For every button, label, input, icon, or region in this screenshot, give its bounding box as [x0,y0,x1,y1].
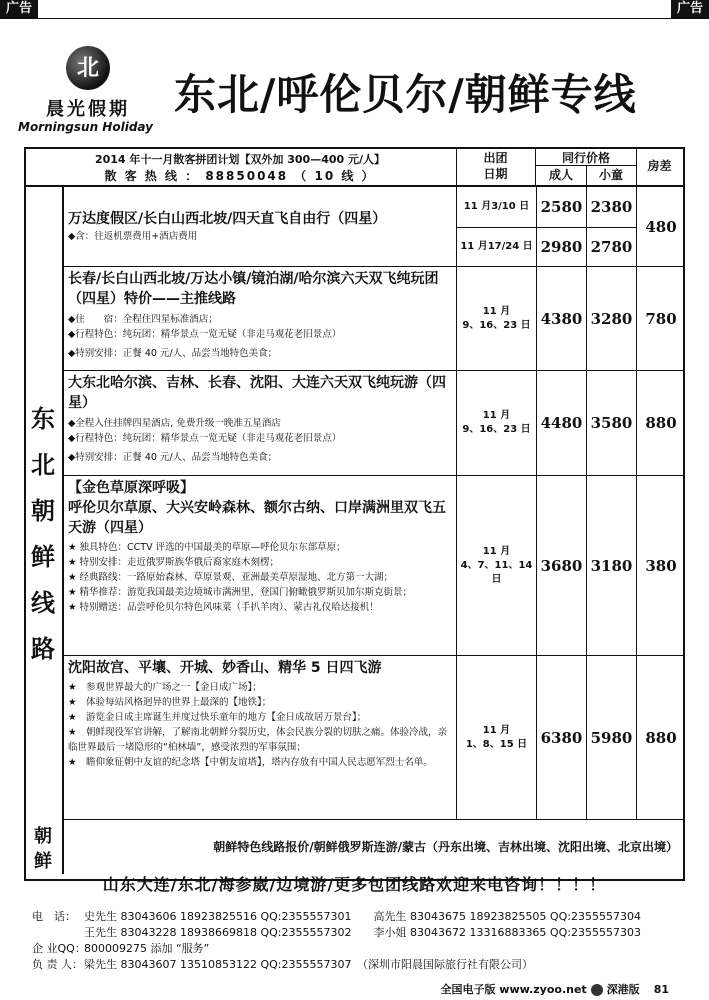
route-room-diff: 880 [636,371,685,475]
table-row [64,476,685,656]
route-date: 11 月 1、8、15 日 [456,656,536,819]
table-row [64,371,685,476]
header-price [536,147,637,185]
route-detail: ★ 游览金日成主席诞生并度过快乐童年的地方【金日成故居万景台】； [68,712,367,723]
ad-tag-right: 广告 [671,0,709,18]
side-label [24,187,64,820]
side-char: 北 [31,450,55,479]
header-adult: 成人 [536,166,587,185]
route-room-diff: 780 [636,267,685,370]
route-detail: ★ 独具特色：CCTV 评选的中国最美的草原—呼伦贝尔东部草原； [68,542,346,553]
logo-english-name: Morningsun Holiday [18,120,153,134]
route-title: 沈阳故宫、平壤、开城、妙香山、精华 5 日四飞游 [68,660,382,676]
logo-mark-icon: 北 [66,46,110,90]
route-date: 11 月 9、16、23 日 [456,267,536,370]
route-detail: ◆全程入住挂牌四星酒店, 免费升级一晚准五星酒店 [68,418,281,429]
route-date: 11 月 9、16、23 日 [456,371,536,475]
route-title: 大东北哈尔滨、吉林、长春、沈阳、大连六天双飞纯玩游（四星） [68,375,446,411]
page-footer [440,981,669,997]
side-char: 线 [31,588,55,617]
route-detail: ★ 朝鲜现役军官讲解，了解南北朝鲜分裂历史，体会民族分裂的切肤之痛。体验冷战，亲临世界最后一堵隐形的“柏林墙”，感受浓烈的军事氛围； [68,727,448,753]
route-detail: ★ 经典路线：一路原始森林、草原景观、亚洲最美草原湿地、北方第一大湖； [68,572,394,583]
route-detail: ◆特别安排：正餐 40 元/人、品尝当地特色美食； [68,452,278,463]
contact-qq: 企 业QQ：800009275 添加 “服务” [32,942,210,955]
footer-site: 全国电子版 www.zyoo.net [440,983,587,996]
promo-banner: 山东大连/东北/海参崴/边境游/更多包团线路欢迎来电咨询！！！！ [102,875,607,894]
contact-phone: 王先生 83043228 18938669818 QQ:2355557302 李小姐 83043672 13316883365 QQ:2355557303 [84,926,641,939]
route-adult-price: 2980 [536,227,586,267]
route-detail: ◆行程特色：纯玩团：精华景点一览无疑（非走马观花老旧景点） [68,329,342,340]
header-hotline: 散 客 热 线 ： 88850048 （ 10 线 ） [104,169,376,183]
route-room-diff: 380 [636,476,685,655]
route-adult-price: 2580 [536,187,586,227]
route-child-price: 3580 [586,371,636,475]
footer-edition: 深港版 [606,983,640,996]
contact-phone: 电 话： 史先生 83043606 18923825516 QQ:2355557301 高先生 83043675 18923825505 QQ:2355557304 [32,910,641,923]
route-title: 万达度假区/长白山西北坡/四天直飞自由行（四星） [68,211,387,227]
route-room-diff: 480 [636,187,685,266]
route-detail: ★ 体验每站风格迥异的世界上最深的【地铁】； [68,697,272,708]
header-date: 出团 日期 [456,147,536,185]
korea-side-label [24,820,64,874]
route-detail: ◆住 宿：全程住四星标准酒店； [68,314,218,325]
table-row [64,267,685,371]
route-date: 11 月 4、7、11、14 日 [456,476,536,655]
side-char: 朝 [34,826,52,847]
route-title: 长春/长白山西北坡/万达小镇/镜泊湖/哈尔滨六天双飞纯玩团（四星）特价——主推线路 [68,271,439,307]
route-date: 11 月17/24 日 [456,227,536,267]
side-char: 朝 [31,496,55,525]
header-price-label: 同行价格 [536,149,636,166]
route-detail: ★ 精华推荐：游览我国最美边境城市满洲里，登国门俯瞰俄罗斯贝加尔斯克街景； [68,587,413,598]
route-adult-price: 4480 [536,371,586,475]
route-detail: ★ 特别安排：走近俄罗斯族华俄后裔家庭木刻楞； [68,557,280,568]
route-child-price: 3280 [586,267,636,370]
route-detail: ◆含：往返机票费用+酒店费用 [68,231,198,242]
page-title: 东北/呼伦贝尔/朝鲜专线 [174,70,637,119]
route-child-price: 5980 [586,656,636,819]
route-child-price: 3180 [586,476,636,655]
page-number: 81 [653,983,669,996]
side-char: 路 [31,634,55,663]
side-char: 鲜 [31,542,55,571]
table-header [24,147,685,187]
route-detail: ★ 特别赠送：品尝呼伦贝尔特色风味菜（手扒羊肉）、蒙古礼仪哈达接机！ [68,602,379,613]
edition-badge-icon [591,984,603,996]
route-title: 【金色草原深呼吸】 呼伦贝尔草原、大兴安岭森林、额尔古纳、口岸满洲里双飞五天游（四星） [68,480,446,536]
ad-tag-left: 广告 [0,0,38,18]
route-adult-price: 3680 [536,476,586,655]
route-child-price: 2780 [586,227,636,267]
table-row [64,187,685,267]
table-row [64,656,685,820]
header-info [24,147,457,185]
route-adult-price: 6380 [536,656,586,819]
route-child-price: 2380 [586,187,636,227]
company-logo [14,40,174,140]
route-detail: ★ 参观世界最大的广场之一【金日成广场】； [68,682,262,693]
route-detail: ◆行程特色：纯玩团：精华景点一览无疑（非走马观花老旧景点） [68,433,342,444]
side-char: 鲜 [34,851,52,872]
side-char: 东 [31,404,55,433]
top-rule [0,18,709,19]
header-room: 房差 [647,159,672,173]
route-detail: ◆特别安排：正餐 40 元/人、品尝当地特色美食； [68,348,278,359]
route-detail: ★ 瞻仰象征朝中友谊的纪念塔【中朝友谊塔】，塔内存放有中国人民志愿军烈士名单。 [68,757,433,768]
header-plan: 2014 年十一月散客拼团计划【双外加 300—400 元/人】 [94,153,386,166]
korea-routes: 朝鲜特色线路报价/朝鲜俄罗斯连游/蒙古（丹东出境、吉林出境、沈阳出境、北京出境） [213,840,678,854]
logo-chinese-name: 晨光假期 [46,99,130,120]
route-adult-price: 4380 [536,267,586,370]
contact-head: 负 责 人：梁先生 83043607 13510853122 QQ:2355557307 （深圳市阳晨国际旅行社有限公司） [32,958,533,971]
header-child: 小童 [598,168,623,182]
route-room-diff: 880 [636,656,685,819]
route-date: 11 月3/10 日 [456,187,536,227]
